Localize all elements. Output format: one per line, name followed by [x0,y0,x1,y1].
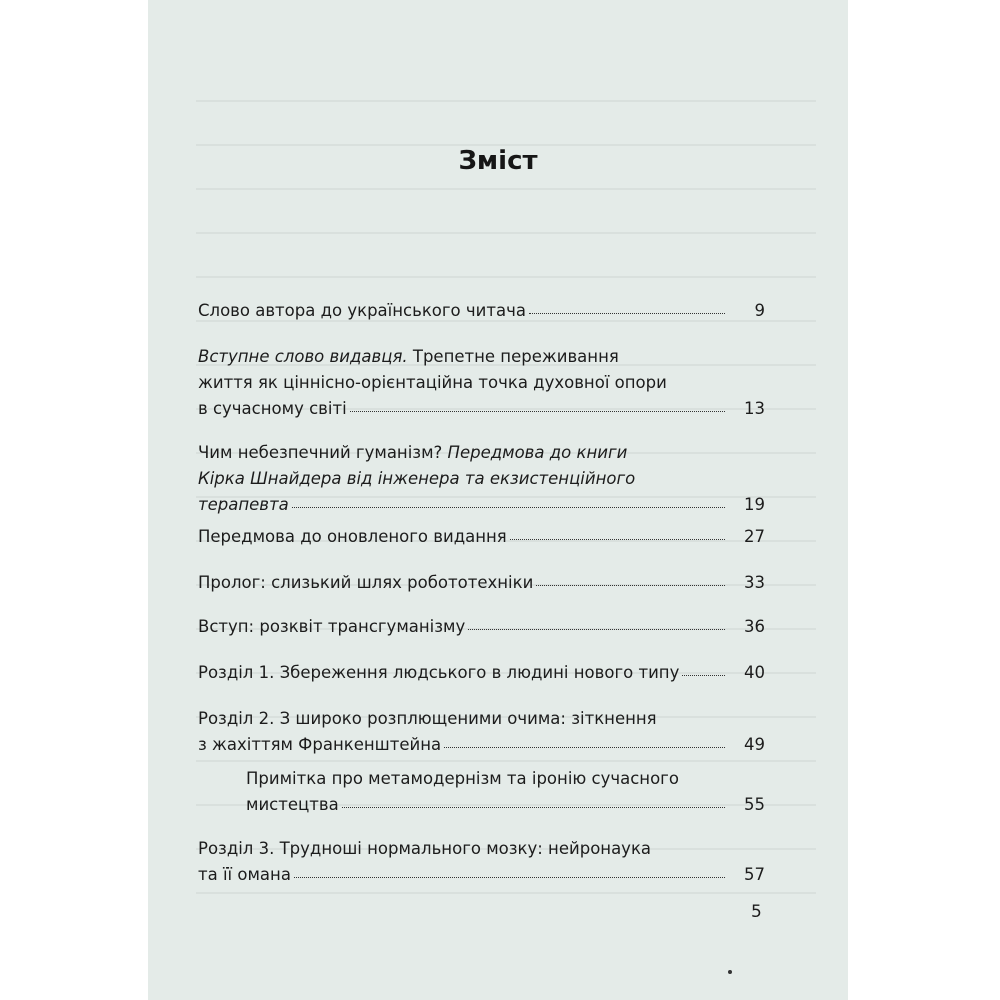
entry-page: 19 [744,495,765,514]
entry-page: 27 [744,527,765,546]
entry-line: життя як ціннісно-орієнтаційна точка духовної опори [198,373,667,392]
entry-line: Примітка про метамодернізм та іронію сучасного [246,769,679,788]
entry-title: Розділ 1. Збереження людського в людині нового типу [198,663,680,682]
toc-entry-humanism-foreword [198,440,765,518]
entry-title: мистецтва [246,795,339,814]
toc-entry-updated-edition [198,524,765,550]
entry-page: 33 [744,573,765,592]
entry-title: Вступ: розквіт трансгуманізму [198,617,466,636]
entry-page: 55 [744,795,765,814]
page-number: 5 [751,902,762,922]
entry-title: Передмова до оновленого видання [198,527,507,546]
entry-line: Вступне слово видавця. Трепетне переживання [198,347,619,366]
entry-title: Слово автора до українського читача [198,301,526,320]
entry-title: з жахіттям Франкенштейна [198,735,442,754]
entry-line: Розділ 3. Трудноші нормального мозку: нейронаука [198,839,652,858]
toc-entry-introduction [198,614,765,640]
dot-leader [510,539,725,540]
toc-entry-chapter-3 [198,836,765,888]
dot-leader [444,747,725,748]
book-page [148,0,848,1000]
toc-entry-prologue [198,570,765,596]
entry-title: терапевта [198,495,289,514]
entry-page: 57 [744,865,765,884]
entry-title: Пролог: слизький шлях робототехніки [198,573,534,592]
toc-title: Зміст [458,146,538,176]
entry-title: в сучасному світі [198,399,347,418]
dot-leader [342,807,725,808]
toc-entry-chapter-2 [198,706,765,758]
entry-page: 9 [754,301,765,320]
dot-leader [468,629,725,630]
dot-leader [529,313,725,314]
entry-line: Кірка Шнайдера від інженера та екзистенційного [198,469,636,488]
entry-page: 36 [744,617,765,636]
page-speck [728,970,732,974]
toc-entry-metamodernism-note [246,766,765,818]
entry-page: 49 [744,735,765,754]
entry-page: 13 [744,399,765,418]
entry-page: 40 [744,663,765,682]
dot-leader [350,411,725,412]
toc-entry-chapter-1 [198,660,765,686]
dot-leader [536,585,725,586]
entry-line: Розділ 2. З широко розплющеними очима: зіткнення [198,709,657,728]
toc-entry-author-preface [198,298,765,324]
entry-line: Чим небезпечний гуманізм? Передмова до книги [198,443,628,462]
dot-leader [682,675,725,676]
toc-entry-publisher-foreword [198,344,765,422]
dot-leader [294,877,725,878]
entry-title: та її омана [198,865,291,884]
dot-leader [292,507,725,508]
